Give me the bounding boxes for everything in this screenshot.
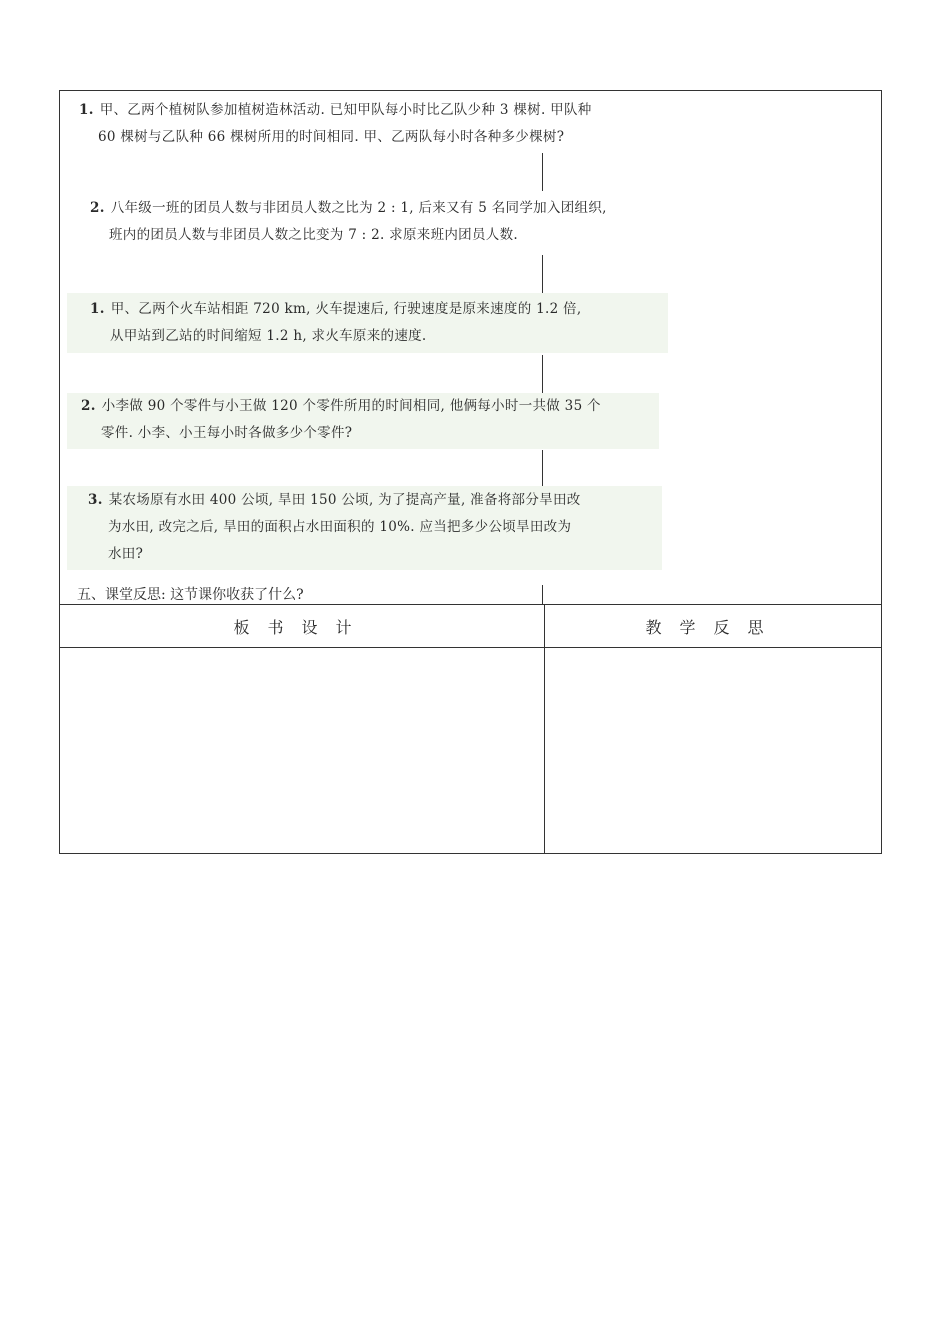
problem-line: 甲、乙两个植树队参加植树造林活动. 已知甲队每小时比乙队少种 3 棵树. 甲队种 [99,102,592,118]
problem-line: 甲、乙两个火车站相距 720 km, 火车提速后, 行驶速度是原来速度的 1.2 倍, [110,301,582,317]
problem-number: 1. [79,102,94,118]
problem-number: 2. [90,200,105,216]
upper-right-border [881,90,882,605]
divider-tick [542,450,543,488]
problem-line: 八年级一班的团员人数与非团员人数之比为 2 : 1, 后来又有 5 名同学加入团组织, [110,200,607,216]
teaching-reflection-header: 教学反思 [645,618,782,637]
problem-green-2 [67,393,659,449]
problem-green-3 [67,486,662,570]
teaching-reflection-cell[interactable] [545,648,881,853]
problem-line: 水田? [108,546,144,562]
problem-green-1 [67,293,668,353]
divider-tick [542,585,543,605]
problem-line: 某农场原有水田 400 公顷, 旱田 150 公顷, 为了提高产量, 准备将部分旱田改 [108,492,581,508]
problem-line: 为水田, 改完之后, 旱田的面积占水田面积的 10%. 应当把多少公顷旱田改为 [108,519,572,535]
board-design-header: 板书设计 [233,618,370,637]
table-top-line [59,604,882,605]
problem-top-1 [79,97,592,151]
problem-line: 从甲站到乙站的时间缩短 1.2 h, 求火车原来的速度. [110,328,427,344]
board-design-cell[interactable] [60,648,544,853]
divider-tick [542,355,543,393]
problem-line: 零件. 小李、小王每小时各做多少个零件? [101,425,353,441]
problem-line: 班内的团员人数与非团员人数之比变为 7 : 2. 求原来班内团员人数. [109,227,518,243]
divider-tick [542,153,543,191]
problem-top-2 [90,195,607,249]
reflection-prompt: 五、课堂反思: 这节课你收获了什么? [77,587,304,603]
divider-tick [542,255,543,293]
problem-number: 3. [88,492,103,508]
problem-number: 1. [90,301,105,317]
problem-line: 60 棵树与乙队种 66 棵树所用的时间相同. 甲、乙两队每小时各种多少棵树? [98,129,565,145]
problem-line: 小李做 90 个零件与小王做 120 个零件所用的时间相同, 他俩每小时一共做 35 个 [101,398,601,414]
problem-number: 2. [81,398,96,414]
